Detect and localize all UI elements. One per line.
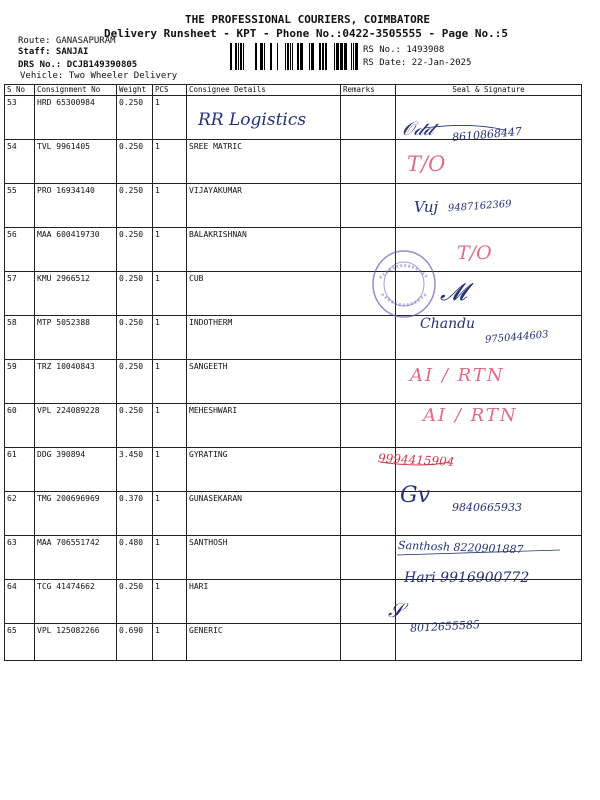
cell-sno: 63 [5, 536, 35, 580]
runsheet-title: Delivery Runsheet - KPT - Phone No.:0422-3505555 - Page No.:5 [104, 27, 508, 40]
phone-53: 8610868447 [451, 124, 523, 145]
cell-consignee: SANTHOSH [187, 536, 341, 580]
cell-pcs: 1 [153, 184, 187, 228]
cell-pcs: 1 [153, 624, 187, 661]
cell-sno: 62 [5, 492, 35, 536]
cell-pcs: 1 [153, 96, 187, 140]
signature-57: 𝓜 [440, 278, 467, 306]
cell-pcs: 1 [153, 272, 187, 316]
cell-sno: 65 [5, 624, 35, 661]
mark-54: T/O [407, 152, 446, 176]
cell-sno: 64 [5, 580, 35, 624]
route-label: Route: GANASAPURAM [18, 36, 116, 46]
cell-weight: 0.250 [117, 96, 153, 140]
cell-pcs: 1 [153, 316, 187, 360]
signature-53: 𝒪𝒹𝒹 [402, 118, 434, 140]
mark-59: AI / RTN [410, 365, 505, 386]
cell-weight: 0.250 [117, 272, 153, 316]
cell-consignment: VPL 125082266 [35, 624, 117, 661]
cell-consignee: SREE MATRIC [187, 140, 341, 184]
rs-no-label: RS No.: 1493908 [363, 45, 445, 55]
cell-weight: 0.250 [117, 316, 153, 360]
cell-consignee: CUB [187, 272, 341, 316]
cell-consignee: BALAKRISHNAN [187, 228, 341, 272]
phone-63: 9840665933 [452, 501, 522, 514]
cell-sno: 55 [5, 184, 35, 228]
cell-weight: 0.250 [117, 184, 153, 228]
phone-65b: 8012655585 [409, 618, 481, 635]
cell-weight: 0.250 [117, 228, 153, 272]
cell-weight: 0.250 [117, 580, 153, 624]
handwritten-rr-logistics: RR Logistics [198, 110, 307, 130]
cell-sno: 61 [5, 448, 35, 492]
cell-sno: 59 [5, 360, 35, 404]
cell-consignment: KMU 2966512 [35, 272, 117, 316]
signature-65b: 𝒮 [388, 598, 404, 622]
cell-weight: 0.250 [117, 140, 153, 184]
cell-pcs: 1 [153, 580, 187, 624]
cell-sno: 60 [5, 404, 35, 448]
cell-sno: 53 [5, 96, 35, 140]
signature-58: Chandu [420, 316, 476, 332]
col-seal-signature: Seal & Signature [396, 85, 582, 96]
cell-consignment: TMG 200696969 [35, 492, 117, 536]
cell-consignee: HARI [187, 580, 341, 624]
cell-consignment: MAA 706551742 [35, 536, 117, 580]
col-pcs: PCS [153, 85, 187, 96]
cell-pcs: 1 [153, 140, 187, 184]
phone-55: 9487162369 [447, 198, 512, 215]
cell-consignment: TRZ 10040843 [35, 360, 117, 404]
vehicle-label: Vehicle: Two Wheeler Delivery [20, 71, 178, 81]
cell-consignee: GUNASEKARAN [187, 492, 341, 536]
mark-60: AI / RTN [423, 405, 518, 426]
cell-pcs: 1 [153, 536, 187, 580]
cell-consignee: SANGEETH [187, 360, 341, 404]
signature-64: Santhosh 8220901887 [397, 538, 524, 557]
cell-pcs: 1 [153, 360, 187, 404]
cell-consignment: DDG 390894 [35, 448, 117, 492]
cell-consignment: TVL 9961405 [35, 140, 117, 184]
cell-sno: 54 [5, 140, 35, 184]
col-consignment: Consignment No [35, 85, 117, 96]
signature-63: Gv [400, 483, 431, 508]
cell-consignment: HRD 65300984 [35, 96, 117, 140]
cell-weight: 0.690 [117, 624, 153, 661]
cell-sno: 56 [5, 228, 35, 272]
company-title: THE PROFESSIONAL COURIERS, COIMBATORE [185, 13, 431, 26]
rs-date-label: RS Date: 22-Jan-2025 [363, 58, 472, 68]
col-weight: Weight [117, 85, 153, 96]
cell-consignment: TCG 41474662 [35, 580, 117, 624]
cell-pcs: 1 [153, 404, 187, 448]
cell-pcs: 1 [153, 228, 187, 272]
cell-consignment: MAA 600419730 [35, 228, 117, 272]
cell-weight: 0.250 [117, 404, 153, 448]
cell-consignment: MTP 5052388 [35, 316, 117, 360]
signature-55: Vuj [414, 198, 439, 216]
phone-58: 9750444603 [484, 329, 549, 346]
signature-65: Hari 9916900772 [404, 570, 530, 586]
drs-label: DRS No.: DCJB149390805 [18, 60, 138, 70]
cell-consignment: VPL 224089228 [35, 404, 117, 448]
cell-weight: 0.480 [117, 536, 153, 580]
cell-pcs: 1 [153, 492, 187, 536]
cell-consignee: MEHESHWARI [187, 404, 341, 448]
col-consignee: Consignee Details [187, 85, 341, 96]
cell-weight: 0.370 [117, 492, 153, 536]
cell-weight: 3.450 [117, 448, 153, 492]
cell-weight: 0.250 [117, 360, 153, 404]
cell-consignment: PRO 16934140 [35, 184, 117, 228]
col-remarks: Remarks [341, 85, 396, 96]
cell-consignee: GYRATING [187, 448, 341, 492]
mark-57: T/O [457, 242, 492, 264]
cell-pcs: 1 [153, 448, 187, 492]
cell-consignee: GENERIC [187, 624, 341, 661]
phone-62: 9994415904 [377, 451, 455, 469]
cell-consignee: VIJAYAKUMAR [187, 184, 341, 228]
cell-sno: 57 [5, 272, 35, 316]
staff-label: Staff: SANJAI [18, 47, 89, 57]
col-sno: S No [5, 85, 35, 96]
cell-consignee: INDOTHERM [187, 316, 341, 360]
cell-sno: 58 [5, 316, 35, 360]
